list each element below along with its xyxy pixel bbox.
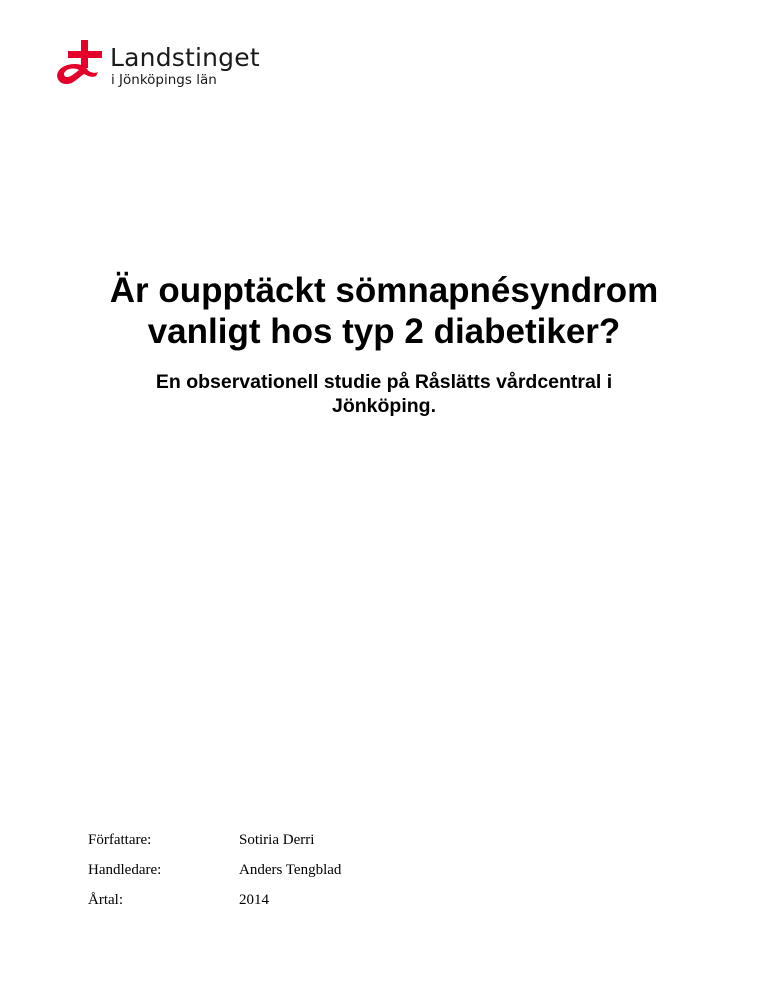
meta-value: Anders Tengblad xyxy=(239,862,342,878)
subtitle-line-1: En observationell studie på Råslätts vårdcentral i xyxy=(155,371,613,393)
logo-name: Landstinget xyxy=(110,43,260,72)
title-line-2: vanligt hos typ 2 diabetiker? xyxy=(147,312,621,351)
document-subtitle xyxy=(60,370,708,418)
title-line-1: Är oupptäckt sömnapnésyndrom xyxy=(109,271,659,310)
cross-ribbon-logo-icon xyxy=(54,40,102,86)
document-title xyxy=(40,270,728,352)
meta-value: 2014 xyxy=(239,892,269,908)
logo-subname: i Jönköpings län xyxy=(111,72,217,88)
meta-value: Sotiria Derri xyxy=(239,832,315,848)
meta-label: Författare: xyxy=(88,832,152,848)
meta-label: Årtal: xyxy=(88,892,123,908)
meta-label: Handledare: xyxy=(88,862,162,878)
organization-logo xyxy=(54,40,284,90)
subtitle-line-2: Jönköping. xyxy=(332,395,436,417)
